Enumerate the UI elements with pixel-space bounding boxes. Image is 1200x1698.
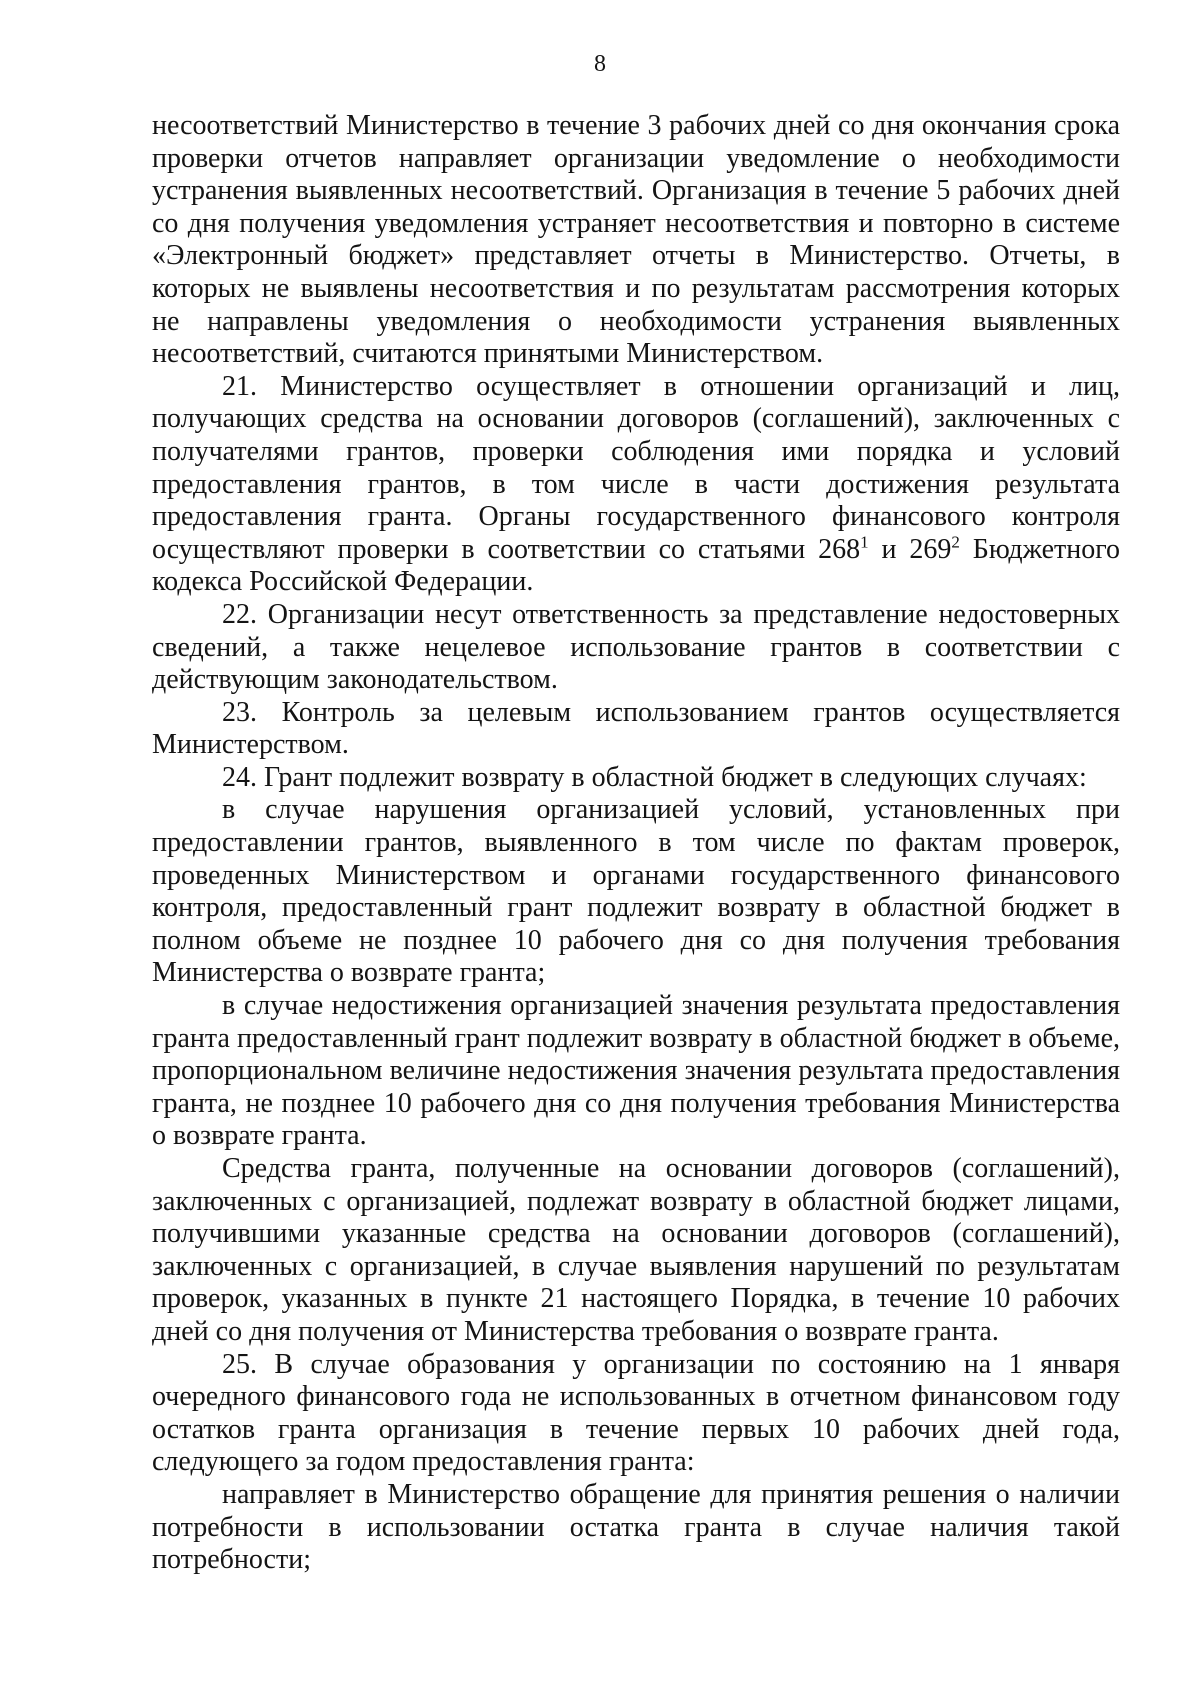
paragraph-text: и 269: [868, 533, 952, 565]
paragraph: [152, 1479, 1120, 1577]
paragraph-text: направляет в Министерство обращение для принятия решения о наличии потребности в использовании остатка гранта в случае наличия такой потребности;: [152, 1478, 1120, 1576]
paragraph-text: 24. Грант подлежит возврату в областной бюджет в следующих случаях:: [222, 761, 1087, 793]
paragraph-text: в случае недостижения организацией значения результата предоставления гранта предоставленный грант подлежит возврату в областной бюджет в объеме, пропорциональном величине недостижения значения результата предоставления гранта, не позднее 10 рабочего дня со дня получения требования Министерства о возврате гранта.: [152, 990, 1120, 1152]
paragraph-text: 23. Контроль за целевым использованием грантов осуществляется Министерством.: [152, 696, 1120, 761]
document-body: [152, 110, 1120, 1577]
superscript: 1: [860, 532, 869, 552]
paragraph-text: 22. Организации несут ответственность за представление недостоверных сведений, а также нецелевое использование грантов в соответствии с действующим законодательством.: [152, 598, 1120, 696]
paragraph: [152, 762, 1120, 795]
paragraph: [152, 1153, 1120, 1349]
paragraph-text: в случае нарушения организацией условий, установленных при предоставлении грантов, выявленного в том числе по фактам проверок, проведенных Министерством и органами государственного финансового контроля, предоставленный грант подлежит возврату в областной бюджет в полном объеме не позднее 10 рабочего дня со дня получения требования Министерства о возврате гранта;: [152, 794, 1120, 989]
paragraph-text: Бюджетного кодекса Российской Федерации.: [152, 533, 1121, 598]
paragraph: [152, 697, 1120, 762]
paragraph-text: Средства гранта, полученные на основании договоров (соглашений), заключенных с организацией, подлежат возврату в областной бюджет лицами, получившими указанные средства на основании договоров (соглашений), заключенных с организацией, в случае выявления нарушений по результатам проверок, указанных в пункте 21 настоящего Порядка, в течение 10 рабочих дней со дня получения от Министерства требования о возврате гранта.: [152, 1153, 1120, 1347]
paragraph: [152, 990, 1120, 1153]
paragraph-text: 21. Министерство осуществляет в отношении организаций и лиц, получающих средства на основании договоров (соглашений), заключенных с получателями грантов, проверки соблюдения ими порядка и условий предоставления грантов, в том числе в части достижения результата предоставления гранта. Органы государственного финансового контроля осуществляют проверки в соответствии со статьями 268: [152, 370, 1120, 565]
paragraph: [152, 1349, 1120, 1479]
paragraph: [152, 794, 1120, 990]
paragraph-text: несоответствий Министерство в течение 3 рабочих дней со дня окончания срока проверки отчетов направляет организации уведомление о необходимости устранения выявленных несоответствий. Организация в течение 5 рабочих дней со дня получения уведомления устраняет несоответствия и повторно в системе «Электронный бюджет» представляет отчеты в Министерство. Отчеты, в которых не выявлены несоответствия и по результатам рассмотрения которых не направлены уведомления о необходимости устранения выявленных несоответствий, считаются принятыми Министерством.: [152, 110, 1120, 370]
paragraph-text: 25. В случае образования у организации по состоянию на 1 января очередного финансового года не использованных в отчетном финансовом году остатков гранта организация в течение первых 10 рабочих дней года, следующего за годом предоставления гранта:: [152, 1348, 1120, 1478]
superscript: 2: [951, 532, 960, 552]
paragraph: [152, 110, 1120, 371]
page-number: 8: [594, 51, 606, 77]
paragraph: [152, 599, 1120, 697]
paragraph: [152, 371, 1120, 599]
